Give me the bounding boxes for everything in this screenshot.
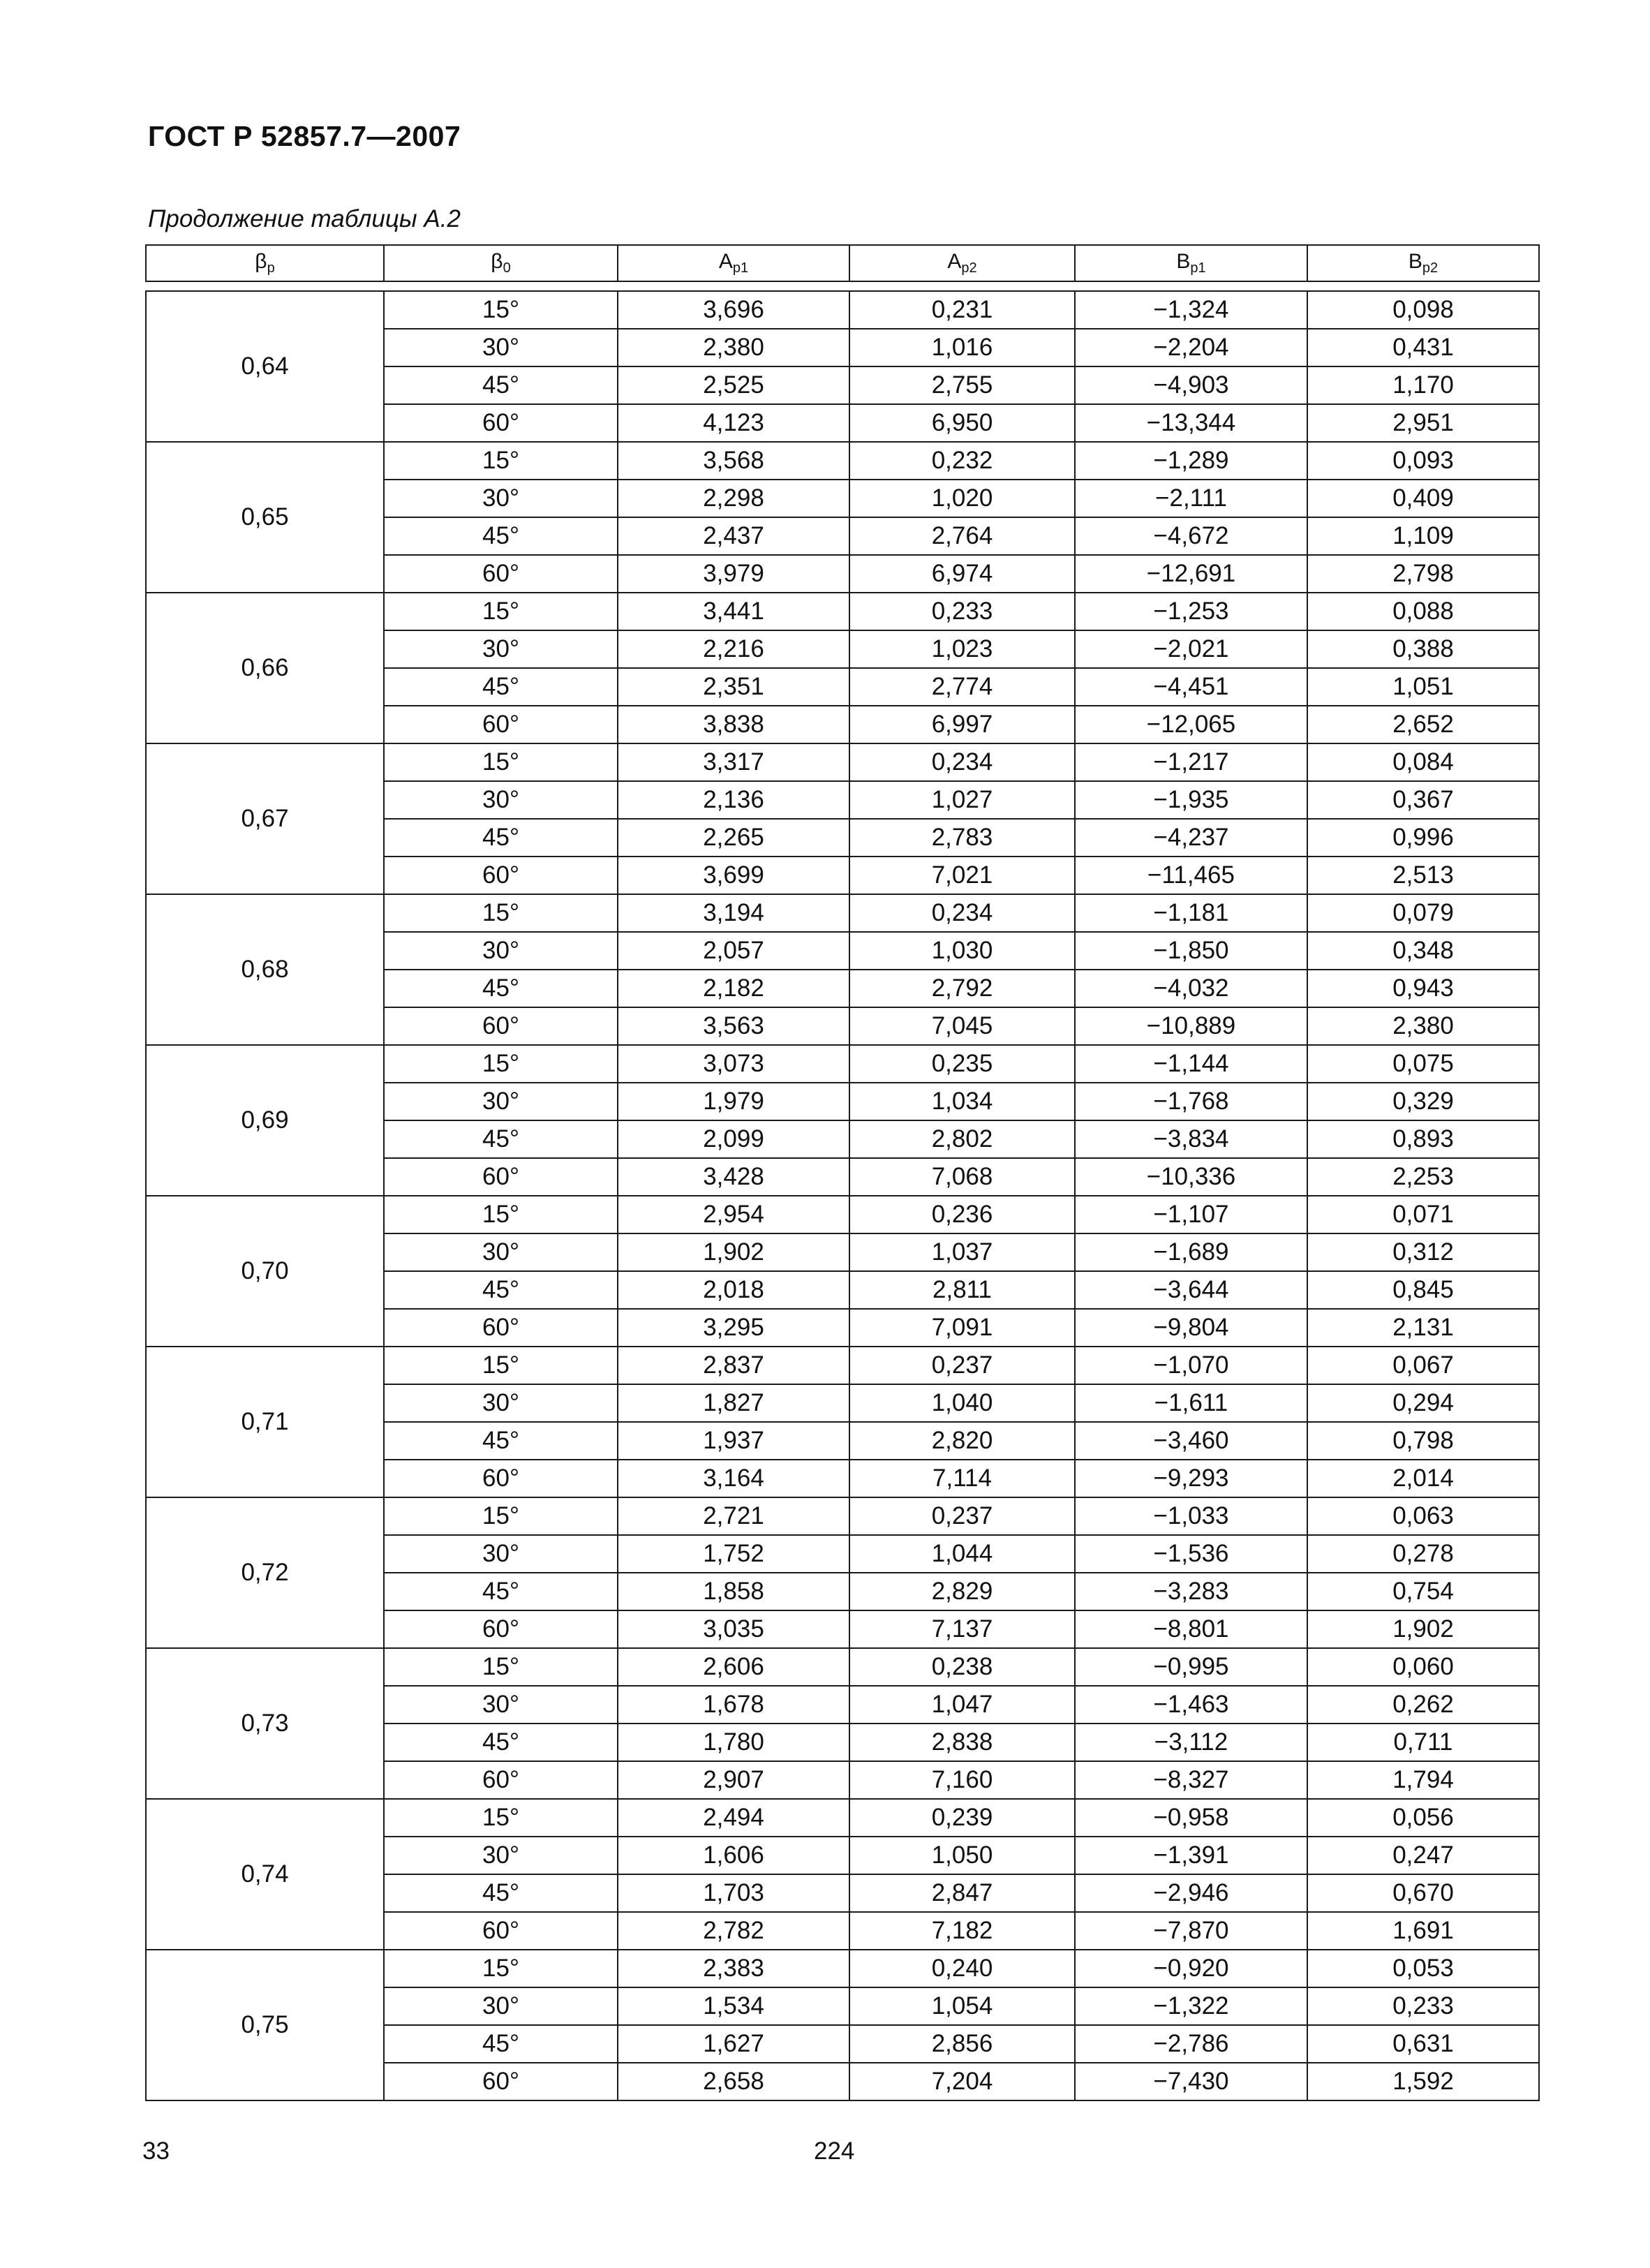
column-header-beta-0: $\beta_0$ <box>384 245 618 281</box>
beta-0-cell: 60° <box>384 1761 618 1799</box>
a-p2-cell: 7,114 <box>849 1460 1075 1497</box>
a-p2-cell: 1,050 <box>849 1837 1075 1874</box>
b-p1-cell: −1,536 <box>1075 1535 1307 1573</box>
beta-0-cell: 30° <box>384 1233 618 1271</box>
beta-0-cell: 30° <box>384 1987 618 2025</box>
b-p2-cell: 0,060 <box>1307 1648 1539 1686</box>
a-p1-cell: 2,494 <box>618 1799 849 1837</box>
beta-p-cell: 0,75 <box>146 1950 384 2100</box>
b-p2-cell: 0,670 <box>1307 1874 1539 1912</box>
beta-0-cell: 45° <box>384 668 618 706</box>
beta-0-cell: 15° <box>384 894 618 932</box>
b-p1-cell: −2,786 <box>1075 2025 1307 2063</box>
b-p1-cell: −1,768 <box>1075 1083 1307 1120</box>
table-caption: Продолжение таблицы А.2 <box>148 205 461 232</box>
beta-0-cell: 60° <box>384 2063 618 2100</box>
b-p2-cell: 0,071 <box>1307 1196 1539 1233</box>
b-p1-cell: −9,804 <box>1075 1309 1307 1347</box>
beta-0-cell: 15° <box>384 1045 618 1083</box>
b-p1-cell: −7,870 <box>1075 1912 1307 1950</box>
b-p1-cell: −12,691 <box>1075 555 1307 593</box>
b-p1-cell: −0,958 <box>1075 1799 1307 1837</box>
beta-0-cell: 45° <box>384 970 618 1007</box>
a-p2-cell: 6,950 <box>849 404 1075 442</box>
b-p2-cell: 0,294 <box>1307 1384 1539 1422</box>
a-p1-cell: 3,563 <box>618 1007 849 1045</box>
a-p1-cell: 3,295 <box>618 1309 849 1347</box>
b-p1-cell: −3,112 <box>1075 1724 1307 1761</box>
b-p2-cell: 0,409 <box>1307 480 1539 517</box>
column-header-a-p2: $A_{p2}$ <box>849 245 1075 281</box>
b-p1-cell: −10,889 <box>1075 1007 1307 1045</box>
a-p2-cell: 7,204 <box>849 2063 1075 2100</box>
beta-0-cell: 15° <box>384 1497 618 1535</box>
b-p1-cell: −3,460 <box>1075 1422 1307 1460</box>
table-row <box>146 593 1539 630</box>
b-p2-cell: 0,278 <box>1307 1535 1539 1573</box>
beta-p-cell: 0,70 <box>146 1196 384 1347</box>
beta-p-cell: 0,71 <box>146 1347 384 1497</box>
b-p2-cell: 0,075 <box>1307 1045 1539 1083</box>
beta-0-cell: 30° <box>384 1686 618 1724</box>
a-p1-cell: 2,099 <box>618 1120 849 1158</box>
a-p2-cell: 2,820 <box>849 1422 1075 1460</box>
a-p2-cell: 1,030 <box>849 932 1075 970</box>
a-p2-cell: 1,034 <box>849 1083 1075 1120</box>
document-code: ГОСТ Р 52857.7—2007 <box>148 120 461 152</box>
beta-0-cell: 30° <box>384 1083 618 1120</box>
beta-0-cell: 45° <box>384 1874 618 1912</box>
b-p2-cell: 0,367 <box>1307 781 1539 819</box>
a-p1-cell: 1,827 <box>618 1384 849 1422</box>
b-p1-cell: −4,032 <box>1075 970 1307 1007</box>
b-p2-cell: 0,348 <box>1307 932 1539 970</box>
b-p2-cell: 0,067 <box>1307 1347 1539 1384</box>
a-p2-cell: 1,016 <box>849 329 1075 366</box>
b-p1-cell: −1,322 <box>1075 1987 1307 2025</box>
b-p1-cell: −4,237 <box>1075 819 1307 857</box>
b-p2-cell: 1,794 <box>1307 1761 1539 1799</box>
b-p2-cell: 0,056 <box>1307 1799 1539 1837</box>
a-p1-cell: 2,437 <box>618 517 849 555</box>
beta-0-cell: 30° <box>384 932 618 970</box>
a-p2-cell: 1,040 <box>849 1384 1075 1422</box>
a-p2-cell: 1,047 <box>849 1686 1075 1724</box>
a-p1-cell: 3,696 <box>618 291 849 329</box>
b-p1-cell: −1,181 <box>1075 894 1307 932</box>
b-p1-cell: −4,672 <box>1075 517 1307 555</box>
a-p2-cell: 2,764 <box>849 517 1075 555</box>
beta-p-cell: 0,68 <box>146 894 384 1045</box>
a-p2-cell: 0,240 <box>849 1950 1075 1987</box>
a-p1-cell: 1,902 <box>618 1233 849 1271</box>
b-p2-cell: 2,380 <box>1307 1007 1539 1045</box>
b-p2-cell: 2,951 <box>1307 404 1539 442</box>
a-p1-cell: 2,298 <box>618 480 849 517</box>
b-p1-cell: −1,033 <box>1075 1497 1307 1535</box>
a-p1-cell: 2,182 <box>618 970 849 1007</box>
b-p2-cell: 1,902 <box>1307 1610 1539 1648</box>
a-p2-cell: 0,237 <box>849 1347 1075 1384</box>
a-p1-cell: 1,627 <box>618 2025 849 2063</box>
beta-p-cell: 0,65 <box>146 442 384 593</box>
beta-p-cell: 0,73 <box>146 1648 384 1799</box>
a-p1-cell: 3,568 <box>618 442 849 480</box>
a-p1-cell: 2,837 <box>618 1347 849 1384</box>
a-p1-cell: 1,752 <box>618 1535 849 1573</box>
b-p2-cell: 0,431 <box>1307 329 1539 366</box>
b-p1-cell: −10,336 <box>1075 1158 1307 1196</box>
b-p1-cell: −3,644 <box>1075 1271 1307 1309</box>
b-p2-cell: 0,084 <box>1307 743 1539 781</box>
a-p1-cell: 2,380 <box>618 329 849 366</box>
a-p1-cell: 2,721 <box>618 1497 849 1535</box>
b-p1-cell: −8,327 <box>1075 1761 1307 1799</box>
table-header <box>146 245 1539 291</box>
b-p2-cell: 2,131 <box>1307 1309 1539 1347</box>
beta-p-cell: 0,67 <box>146 743 384 894</box>
a-p2-cell: 2,792 <box>849 970 1075 1007</box>
b-p2-cell: 0,098 <box>1307 291 1539 329</box>
column-header-b-p2: $B_{p2}$ <box>1307 245 1539 281</box>
a-p1-cell: 2,782 <box>618 1912 849 1950</box>
b-p1-cell: −8,801 <box>1075 1610 1307 1648</box>
a-p2-cell: 0,238 <box>849 1648 1075 1686</box>
b-p2-cell: 1,109 <box>1307 517 1539 555</box>
b-p1-cell: −3,283 <box>1075 1573 1307 1610</box>
b-p1-cell: −11,465 <box>1075 857 1307 894</box>
b-p2-cell: 2,513 <box>1307 857 1539 894</box>
b-p2-cell: 0,996 <box>1307 819 1539 857</box>
a-p1-cell: 3,441 <box>618 593 849 630</box>
a-p1-cell: 2,606 <box>618 1648 849 1686</box>
b-p1-cell: −2,946 <box>1075 1874 1307 1912</box>
a-p2-cell: 2,829 <box>849 1573 1075 1610</box>
a-p2-cell: 7,068 <box>849 1158 1075 1196</box>
beta-0-cell: 60° <box>384 1912 618 1950</box>
a-p1-cell: 2,658 <box>618 2063 849 2100</box>
beta-0-cell: 45° <box>384 2025 618 2063</box>
beta-0-cell: 15° <box>384 442 618 480</box>
beta-0-cell: 60° <box>384 404 618 442</box>
b-p1-cell: −1,463 <box>1075 1686 1307 1724</box>
b-p1-cell: −1,217 <box>1075 743 1307 781</box>
beta-0-cell: 45° <box>384 1120 618 1158</box>
a-p1-cell: 1,780 <box>618 1724 849 1761</box>
beta-0-cell: 30° <box>384 1837 618 1874</box>
b-p2-cell: 0,312 <box>1307 1233 1539 1271</box>
beta-0-cell: 45° <box>384 1724 618 1761</box>
b-p2-cell: 0,711 <box>1307 1724 1539 1761</box>
beta-0-cell: 45° <box>384 366 618 404</box>
table-row <box>146 1347 1539 1384</box>
beta-0-cell: 30° <box>384 329 618 366</box>
b-p2-cell: 0,798 <box>1307 1422 1539 1460</box>
b-p1-cell: −1,935 <box>1075 781 1307 819</box>
beta-0-cell: 60° <box>384 1158 618 1196</box>
b-p2-cell: 2,798 <box>1307 555 1539 593</box>
b-p1-cell: −2,204 <box>1075 329 1307 366</box>
column-header-beta-p: $\beta_p$ <box>146 245 384 281</box>
table-row <box>146 743 1539 781</box>
a-p2-cell: 7,137 <box>849 1610 1075 1648</box>
b-p2-cell: 0,845 <box>1307 1271 1539 1309</box>
a-p1-cell: 1,979 <box>618 1083 849 1120</box>
beta-0-cell: 15° <box>384 1196 618 1233</box>
b-p1-cell: −1,611 <box>1075 1384 1307 1422</box>
beta-0-cell: 60° <box>384 1309 618 1347</box>
a-p2-cell: 1,054 <box>849 1987 1075 2025</box>
b-p1-cell: −13,344 <box>1075 404 1307 442</box>
b-p1-cell: −4,903 <box>1075 366 1307 404</box>
a-p2-cell: 7,021 <box>849 857 1075 894</box>
data-table <box>145 244 1540 2101</box>
a-p1-cell: 2,216 <box>618 630 849 668</box>
a-p1-cell: 2,907 <box>618 1761 849 1799</box>
beta-0-cell: 30° <box>384 630 618 668</box>
b-p1-cell: −2,021 <box>1075 630 1307 668</box>
table-row <box>146 1497 1539 1535</box>
a-p1-cell: 3,838 <box>618 706 849 743</box>
b-p1-cell: −2,111 <box>1075 480 1307 517</box>
a-p2-cell: 2,838 <box>849 1724 1075 1761</box>
beta-0-cell: 15° <box>384 1648 618 1686</box>
b-p2-cell: 0,079 <box>1307 894 1539 932</box>
a-p2-cell: 0,239 <box>849 1799 1075 1837</box>
b-p1-cell: −1,144 <box>1075 1045 1307 1083</box>
beta-0-cell: 60° <box>384 1007 618 1045</box>
table-row <box>146 1196 1539 1233</box>
b-p2-cell: 0,233 <box>1307 1987 1539 2025</box>
beta-0-cell: 15° <box>384 593 618 630</box>
a-p1-cell: 2,351 <box>618 668 849 706</box>
a-p2-cell: 7,045 <box>849 1007 1075 1045</box>
beta-p-cell: 0,64 <box>146 291 384 442</box>
beta-0-cell: 15° <box>384 1799 618 1837</box>
a-p2-cell: 0,236 <box>849 1196 1075 1233</box>
a-p2-cell: 6,997 <box>849 706 1075 743</box>
a-p1-cell: 3,979 <box>618 555 849 593</box>
a-p1-cell: 1,858 <box>618 1573 849 1610</box>
b-p2-cell: 0,063 <box>1307 1497 1539 1535</box>
b-p2-cell: 2,014 <box>1307 1460 1539 1497</box>
table-row <box>146 1045 1539 1083</box>
a-p1-cell: 1,606 <box>618 1837 849 1874</box>
beta-0-cell: 60° <box>384 706 618 743</box>
table-row <box>146 1950 1539 1987</box>
beta-0-cell: 15° <box>384 1950 618 1987</box>
a-p1-cell: 2,018 <box>618 1271 849 1309</box>
beta-0-cell: 60° <box>384 1460 618 1497</box>
b-p1-cell: −0,995 <box>1075 1648 1307 1686</box>
a-p1-cell: 3,073 <box>618 1045 849 1083</box>
column-header-a-p1: $A_{p1}$ <box>618 245 849 281</box>
b-p1-cell: −0,920 <box>1075 1950 1307 1987</box>
a-p1-cell: 2,057 <box>618 932 849 970</box>
b-p1-cell: −1,253 <box>1075 593 1307 630</box>
page-number-left: 33 <box>142 2137 170 2165</box>
b-p2-cell: 1,170 <box>1307 366 1539 404</box>
table-row <box>146 1799 1539 1837</box>
a-p2-cell: 2,847 <box>849 1874 1075 1912</box>
beta-0-cell: 30° <box>384 1535 618 1573</box>
table-row <box>146 442 1539 480</box>
beta-0-cell: 60° <box>384 555 618 593</box>
a-p2-cell: 2,856 <box>849 2025 1075 2063</box>
b-p2-cell: 0,754 <box>1307 1573 1539 1610</box>
a-p1-cell: 3,317 <box>618 743 849 781</box>
a-p2-cell: 2,755 <box>849 366 1075 404</box>
a-p1-cell: 3,164 <box>618 1460 849 1497</box>
beta-0-cell: 45° <box>384 819 618 857</box>
beta-p-cell: 0,66 <box>146 593 384 743</box>
a-p2-cell: 0,233 <box>849 593 1075 630</box>
beta-0-cell: 45° <box>384 1573 618 1610</box>
table-row <box>146 291 1539 329</box>
beta-0-cell: 30° <box>384 1384 618 1422</box>
b-p2-cell: 0,631 <box>1307 2025 1539 2063</box>
a-p2-cell: 2,783 <box>849 819 1075 857</box>
b-p2-cell: 0,262 <box>1307 1686 1539 1724</box>
beta-p-cell: 0,69 <box>146 1045 384 1196</box>
a-p2-cell: 2,811 <box>849 1271 1075 1309</box>
a-p2-cell: 0,237 <box>849 1497 1075 1535</box>
b-p1-cell: −1,391 <box>1075 1837 1307 1874</box>
a-p2-cell: 1,023 <box>849 630 1075 668</box>
a-p1-cell: 4,123 <box>618 404 849 442</box>
b-p1-cell: −1,850 <box>1075 932 1307 970</box>
b-p1-cell: −7,430 <box>1075 2063 1307 2100</box>
beta-0-cell: 45° <box>384 517 618 555</box>
beta-0-cell: 15° <box>384 743 618 781</box>
beta-0-cell: 15° <box>384 291 618 329</box>
b-p1-cell: −1,070 <box>1075 1347 1307 1384</box>
b-p2-cell: 0,053 <box>1307 1950 1539 1987</box>
b-p2-cell: 0,088 <box>1307 593 1539 630</box>
a-p2-cell: 1,027 <box>849 781 1075 819</box>
beta-p-cell: 0,72 <box>146 1497 384 1648</box>
b-p1-cell: −1,107 <box>1075 1196 1307 1233</box>
b-p2-cell: 0,093 <box>1307 442 1539 480</box>
beta-0-cell: 60° <box>384 857 618 894</box>
a-p2-cell: 1,037 <box>849 1233 1075 1271</box>
table-body <box>146 291 1539 2100</box>
a-p2-cell: 2,774 <box>849 668 1075 706</box>
a-p2-cell: 7,182 <box>849 1912 1075 1950</box>
a-p1-cell: 1,703 <box>618 1874 849 1912</box>
a-p1-cell: 1,534 <box>618 1987 849 2025</box>
a-p1-cell: 2,136 <box>618 781 849 819</box>
beta-0-cell: 45° <box>384 1271 618 1309</box>
beta-0-cell: 30° <box>384 781 618 819</box>
a-p2-cell: 2,802 <box>849 1120 1075 1158</box>
a-p2-cell: 1,020 <box>849 480 1075 517</box>
b-p1-cell: −1,289 <box>1075 442 1307 480</box>
b-p2-cell: 0,329 <box>1307 1083 1539 1120</box>
beta-0-cell: 15° <box>384 1347 618 1384</box>
a-p2-cell: 6,974 <box>849 555 1075 593</box>
b-p1-cell: −12,065 <box>1075 706 1307 743</box>
beta-0-cell: 30° <box>384 480 618 517</box>
b-p2-cell: 2,253 <box>1307 1158 1539 1196</box>
b-p2-cell: 0,943 <box>1307 970 1539 1007</box>
b-p2-cell: 0,247 <box>1307 1837 1539 1874</box>
a-p1-cell: 3,035 <box>618 1610 849 1648</box>
a-p1-cell: 1,937 <box>618 1422 849 1460</box>
a-p2-cell: 0,232 <box>849 442 1075 480</box>
beta-0-cell: 45° <box>384 1422 618 1460</box>
b-p1-cell: −4,451 <box>1075 668 1307 706</box>
a-p1-cell: 2,265 <box>618 819 849 857</box>
header-gap <box>146 281 1539 291</box>
beta-0-cell: 60° <box>384 1610 618 1648</box>
b-p2-cell: 1,051 <box>1307 668 1539 706</box>
page-number-center: 224 <box>814 2137 855 2165</box>
b-p2-cell: 1,592 <box>1307 2063 1539 2100</box>
beta-p-cell: 0,74 <box>146 1799 384 1950</box>
a-p1-cell: 3,699 <box>618 857 849 894</box>
b-p1-cell: −1,689 <box>1075 1233 1307 1271</box>
a-p2-cell: 0,231 <box>849 291 1075 329</box>
a-p1-cell: 2,383 <box>618 1950 849 1987</box>
a-p1-cell: 1,678 <box>618 1686 849 1724</box>
b-p1-cell: −3,834 <box>1075 1120 1307 1158</box>
table-row <box>146 1648 1539 1686</box>
b-p2-cell: 2,652 <box>1307 706 1539 743</box>
column-header-b-p1: $B_{p1}$ <box>1075 245 1307 281</box>
a-p2-cell: 0,235 <box>849 1045 1075 1083</box>
a-p1-cell: 3,428 <box>618 1158 849 1196</box>
a-p1-cell: 2,525 <box>618 366 849 404</box>
b-p1-cell: −9,293 <box>1075 1460 1307 1497</box>
b-p1-cell: −1,324 <box>1075 291 1307 329</box>
a-p2-cell: 1,044 <box>849 1535 1075 1573</box>
a-p1-cell: 3,194 <box>618 894 849 932</box>
a-p1-cell: 2,954 <box>618 1196 849 1233</box>
table-row <box>146 894 1539 932</box>
a-p2-cell: 7,091 <box>849 1309 1075 1347</box>
b-p2-cell: 0,388 <box>1307 630 1539 668</box>
a-p2-cell: 0,234 <box>849 743 1075 781</box>
a-p2-cell: 0,234 <box>849 894 1075 932</box>
b-p2-cell: 0,893 <box>1307 1120 1539 1158</box>
a-p2-cell: 7,160 <box>849 1761 1075 1799</box>
b-p2-cell: 1,691 <box>1307 1912 1539 1950</box>
